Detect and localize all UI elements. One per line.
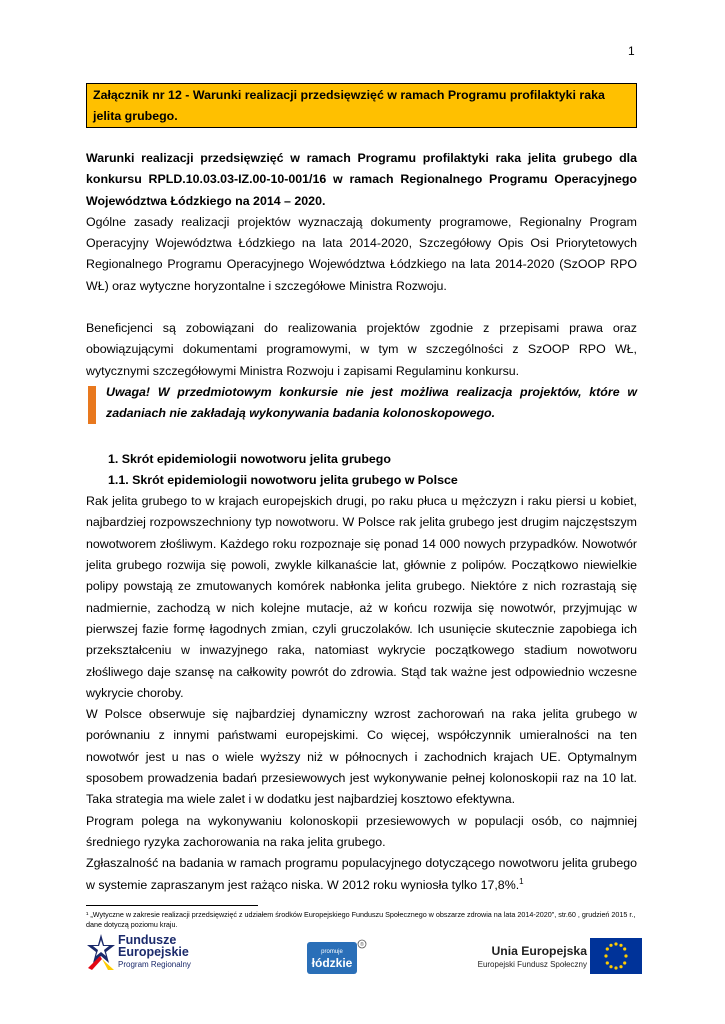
ue-line-1: Unia Europejska (491, 944, 587, 958)
intro-paragraph: Ogólne zasady realizacji projektów wyznaczają dokumenty programowe, Regionalny Program Operacyjny Województwa Łódzkiego na lata 2014-2020, Szczegółowy Opis Osi Priorytetowych Regionalnego Programu Operacyjnego Województwa Łódzkiego na lata 2014-2020 (SzOOP RPO WŁ) oraz wytyczne horyzontalne i szczegółowe Ministra Rozwoju. (86, 214, 637, 293)
lodz-small-text: promuje (321, 949, 343, 955)
ue-line-2: Europejski Fundusz Społeczny (477, 960, 587, 969)
eu-flag-icon (590, 938, 642, 974)
annex-banner: Załącznik nr 12 - Warunki realizacji przedsięwzięć w ramach Programu profilaktyki raka jelita grubego. (86, 83, 637, 128)
note-text: Uwaga! W przedmiotowym konkursie nie jest możliwa realizacja projektów, które w zadaniach nie zakładają wykonywania badania kolonoskopowego. (106, 384, 637, 421)
svg-text:®: ® (360, 942, 364, 948)
unia-europejska-logo (472, 938, 642, 978)
epidemiology-paragraph-3: Program polega na wykonywaniu kolonoskopii przesiewowych w populacji osób, co najmniej średniego ryzyka zachorowania na raka jelita grubego. (86, 813, 637, 849)
document-body (86, 148, 637, 896)
section-heading-1-1: 1.1. Skrót epidemiologii nowotworu jelita grubego w Polsce (108, 472, 458, 487)
fundusze-europejskie-logo (86, 930, 216, 978)
note-accent-bar (88, 386, 96, 424)
paragraph-4-text: Zgłaszalność na badania w ramach programu populacyjnego dotyczącego nowotworu jelita grubego w systemie zapraszanym jest rażąco niska. W 2012 roku wyniosła tylko 17,8%. (86, 856, 637, 892)
footnote-text: ¹ „Wytyczne w zakresie realizacji przedsięwzięć z udziałem środków Europejskiego Funduszu Społecznego w obszarze zdrowia na lata 2014-2020", str.60 , grudzień 2015 r., dane dotyczą poziomu kraju. (86, 910, 636, 929)
fe-star-icon (86, 932, 116, 972)
promuje-lodzkie-logo (305, 938, 367, 976)
note-box (86, 382, 637, 425)
document-title: Warunki realizacji przedsięwzięć w ramach Programu profilaktyki raka jelita grubego dla konkursu RPLD.10.03.03-IZ.00-10-001/16 w ramach Regionalnego Programu Operacyjnego Województwa Łódzkiego na 2014 – 2020. (86, 151, 637, 208)
epidemiology-paragraph-2: W Polsce obserwuje się najbardziej dynamiczny wzrost zachorowań na raka jelita grubego w porównaniu z innymi państwami europejskimi. Co więcej, współczynnik umieralności na ten nowotwór jest u nas o wiele wyższy niż w północnych i zachodnich krajach UE. Optymalnym sposobem prowadzenia badań przesiewowych jest wykonywanie pełnej kolonoskopii raz na 10 lat. Taka strategia ma wiele zalet i w dodatku jest najbardziej kosztowo efektywna. (86, 707, 637, 807)
section-heading-1: 1. Skrót epidemiologii nowotworu jelita grubego (108, 451, 391, 466)
fe-line-1: Fundusze (118, 933, 177, 947)
epidemiology-paragraph-4 (86, 853, 637, 896)
lodz-big-text: łódzkie (311, 956, 353, 970)
footer-logos (86, 930, 642, 978)
beneficiaries-paragraph: Beneficjenci są zobowiązani do realizowania projektów zgodnie z przepisami prawa oraz obowiązującymi dokumentami programowymi, w tym w szczególności z SzOOP RPO WŁ, wytycznymi szczegółowymi Ministra Rozwoju i zapisami Regulaminu konkursu. (86, 321, 637, 378)
footnote-divider (86, 905, 258, 906)
fe-line-2: Europejskie (118, 945, 189, 959)
page-number: 1 (628, 44, 635, 58)
fe-line-3: Program Regionalny (118, 960, 191, 969)
footnote-reference[interactable]: 1 (519, 876, 524, 886)
epidemiology-paragraph-1: Rak jelita grubego to w krajach europejskich drugi, po raku płuca u mężczyzn i raku piersi u kobiet, najbardziej rozpowszechniony typ nowotworu. W Polsce rak jelita grubego jest drugim najczęstszym nowotworem złośliwym. Każdego roku rozpoznaje się ponad 14 000 nowych przypadków. Nowotwór jelita grubego rozwija się powoli, zwykle kilkanaście lat, głównie z polipów. Początkowo niewielkie polipy powstają ze zmutowanych komórek nabłonka jelita grubego. Niektóre z nich rozrastają się nadmiernie, zachodzą w nich kolejne mutacje, aż w końcu rozwija się nowotwór, przyjmując w pierwszej fazie formę łagodnych zmian, czyli gruczolaków. Ich usunięcie skutecznie zapobiega ich przekształceniu w inwazyjnego raka, natomiast wykrycie początkowego stadium nowotworu złośliwego daje szansę na całkowity powrót do zdrowia. Stąd tak ważne jest odpowiednio wczesne wykrycie choroby. (86, 494, 637, 700)
